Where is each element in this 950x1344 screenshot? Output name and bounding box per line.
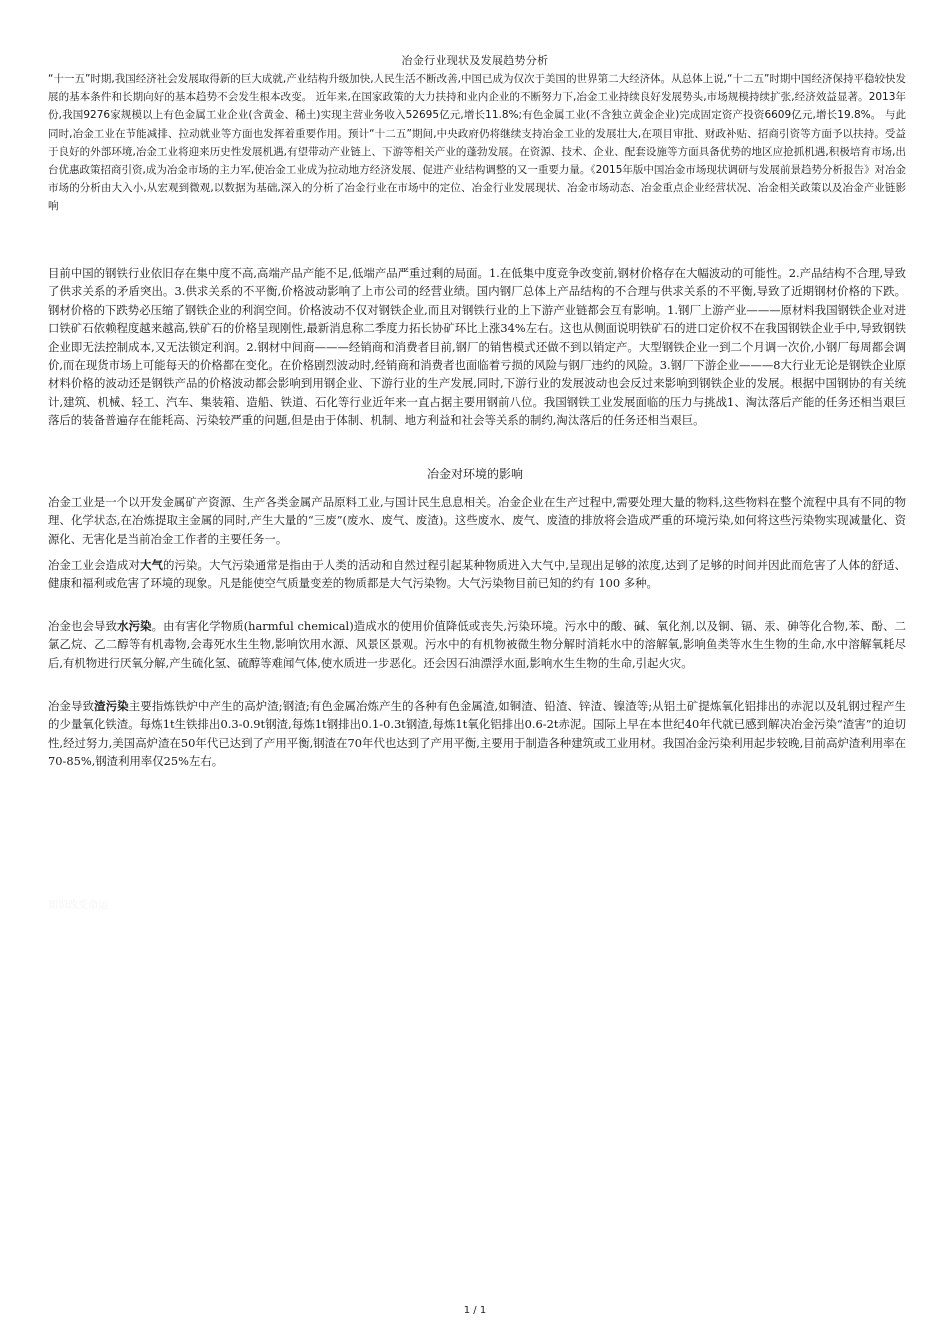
air-pollution-paragraph bbox=[48, 556, 906, 593]
water-keyword: 水污染 bbox=[117, 619, 152, 633]
environment-paragraph: 冶金工业是一个以开发金属矿产资源、生产各类金属产品原料工业,与国计民生息息相关。冶金企业在生产过程中,需要处理大量的物料,这些物料在整个流程中具有不同的物理、化学状态,在冶炼提取主金属的同时,产生大量的“三废”(废水、废气、废渣)。这些废水、废气、废渣的排放将会造成严重的环境污染,如何将这些污染物实现减量化、资源化、无害化是当前冶金工作者的主要任务一。 bbox=[48, 495, 906, 546]
document-title: 冶金行业现状及发展趋势分析 bbox=[401, 54, 549, 67]
section-title: 冶金对环境的影响 bbox=[426, 467, 523, 481]
slag-pollution-paragraph bbox=[48, 697, 906, 771]
air-text: 的污染。大气污染通常是指由于人类的活动和自然过程引起某种物质进入大气中,呈现出足够的浓度,达到了足够的时间并因此而危害了人体的舒适、健康和福利或危害了环境的现象。凡是能使空气质量变差的物质都是大气污染物。大气污染物目前已知的约有 100 多种。 bbox=[48, 558, 906, 591]
slag-text: 主要指炼铁炉中产生的高炉渣;钢渣;有色金属冶炼产生的各种有色金属渣,如铜渣、铅渣、锌渣、镍渣等;从铝土矿提炼氧化铝排出的赤泥以及轧钢过程产生的少量氧化铁渣。每炼1t生铁排出0.3-0.9t钢渣,每炼1t钢排出0.1-0.3t钢渣,每炼1t氧化铝排出0.6-2t赤泥。国际上早在本世纪40年代就已感到解决冶金污染“渣害”的迫切性,经过努力,美国高炉渣在50年代已达到了产用平衡,钢渣在70年代也达到了产用平衡,主要用于制造各种建筑或工业用材。我国冶金污染利用起步较晚,目前高炉渣利用率在70-85%,钢渣利用率仅25%左右。 bbox=[48, 699, 906, 769]
slag-prefix: 冶金导致 bbox=[48, 699, 95, 713]
steel-industry-paragraph: 目前中国的钢铁行业依旧存在集中度不高,高端产品产能不足,低端产品严重过剩的局面。1.在低集中度竞争改变前,钢材价格存在大幅波动的可能性。2.产品结构不合理,导致了供求关系的矛盾突出。3.供求关系的不平衡,价格波动影响了上市公司的经营业绩。国内钢厂总体上产品结构的不合理与供求关系的不平衡,导致了近期钢材价格的下跌。钢材价格的下跌势必压缩了钢铁企业的利润空间。价格波动不仅对钢铁企业,而且对钢铁行业的上下游产业链都会互有影响。1.钢厂上游产业———原材料我国钢铁企业对进口铁矿石依赖程度越来越高,铁矿石的价格呈现刚性,最新消息称二季度力拓长协矿环比上涨34%左右。这也从侧面说明铁矿石的进口定价权不在我国钢铁企业手中,导致钢铁企业即无法控制成本,又无法锁定利润。2.钢材中间商———经销商和消费者目前,钢厂的销售模式还做不到以销定产。大型钢铁企业一到二个月调一次价,小钢厂每周都会调价,而在现货市场上可能每天的价格都在变化。在价格剧烈波动时,经销商和消费者也面临着亏损的风险与钢厂违约的风险。3.钢厂下游企业———8大行业无论是钢铁企业原材料价格的波动还是钢铁产品的价格波动都会影响到用钢企业、下游行业的生产发展,同时,下游行业的发展波动也会反过来影响到钢铁企业的发展。根据中国钢协的有关统计,建筑、机械、轻工、汽车、集装箱、造船、铁道、石化等行业近年来一直占据主要用钢前八位。我国钢铁工业发展面临的压力与挑战1、淘汰落后产能的任务还相当艰巨 落后的装备普遍存在能耗高、污染较严重的问题,但是由于体制、机制、地方利益和社会等关系的制约,淘汰落后的任务还相当艰巨。 bbox=[48, 266, 906, 428]
watermark-text: 知识改变命运 bbox=[48, 900, 108, 911]
air-prefix: 冶金工业会造成对 bbox=[48, 558, 140, 572]
intro-paragraph: “十一五”时期,我国经济社会发展取得新的巨大成就,产业结构升级加快,人民生活不断改善,中国已成为仅次于美国的世界第二大经济体。从总体上说,“十二五”时期中国经济保持平稳较快发展的基本条件和长期向好的基本趋势不会发生根本改变。 近年来,在国家政策的大力扶持和业内企业的不断努力下,冶金工业持续良好发展势头,市场规模持续扩张,经济效益显著。2013年份,我国9276家规模以上有色金属工业企业(含黄金、稀土)实现主营业务收入52695亿元,增长11.8%;有色金属工业(不含独立黄金企业)完成固定资产投资6609亿元,增长19.8%。 与此同时,冶金工业在节能减排、拉动就业等方面也发挥着重要作用。预计“十二五”期间,中央政府仍将继续支持冶金工业的发展壮大,在项目审批、财政补贴、招商引资等方面予以扶持。受益于良好的外部环境,冶金工业将迎来历史性发展机遇,有望带动产业链上、下游等相关产业的蓬勃发展。在资源、技术、企业、配套设施等方面具备优势的地区应抢抓机遇,积极培育市场,出台优惠政策招商引资,成为冶金市场的主力军,使冶金工业成为拉动地方经济发展、促进产业结构调整的又一重要力量。《2015年版中国冶金市场现状调研与发展前景趋势分析报告》对冶金市场的分析由大入小,从宏观到微观,以数据为基础,深入的分析了冶金行业在市场中的定位、冶金行业发展现状、冶金市场动态、冶金重点企业经营状况、冶金相关政策以及冶金产业链影响 bbox=[48, 73, 906, 213]
water-pollution-paragraph bbox=[48, 617, 906, 672]
page-number: 1 / 1 bbox=[463, 1305, 487, 1316]
water-text: 。由有害化学物质(harmful chemical)造成水的使用价值降低或丧失,污染环境。污水中的酸、碱、氧化剂,以及铜、镉、汞、砷等化合物,苯、酚、二氯乙烷、乙二醇等有机毒物,会毒死水生生物,影响饮用水源、风景区景观。污水中的有机物被微生物分解时消耗水中的溶解氧,影响鱼类等水生生物的生命,水中溶解氧耗尽后,有机物进行厌氧分解,产生硫化氢、硫醇等难闻气体,使水质进一步恶化。还会因石油漂浮水面,影响水生生物的生命,引起火灾。 bbox=[48, 619, 906, 670]
air-keyword: 大气 bbox=[139, 558, 163, 572]
water-prefix: 冶金也会导致 bbox=[48, 619, 118, 633]
slag-keyword: 渣污染 bbox=[94, 699, 129, 713]
